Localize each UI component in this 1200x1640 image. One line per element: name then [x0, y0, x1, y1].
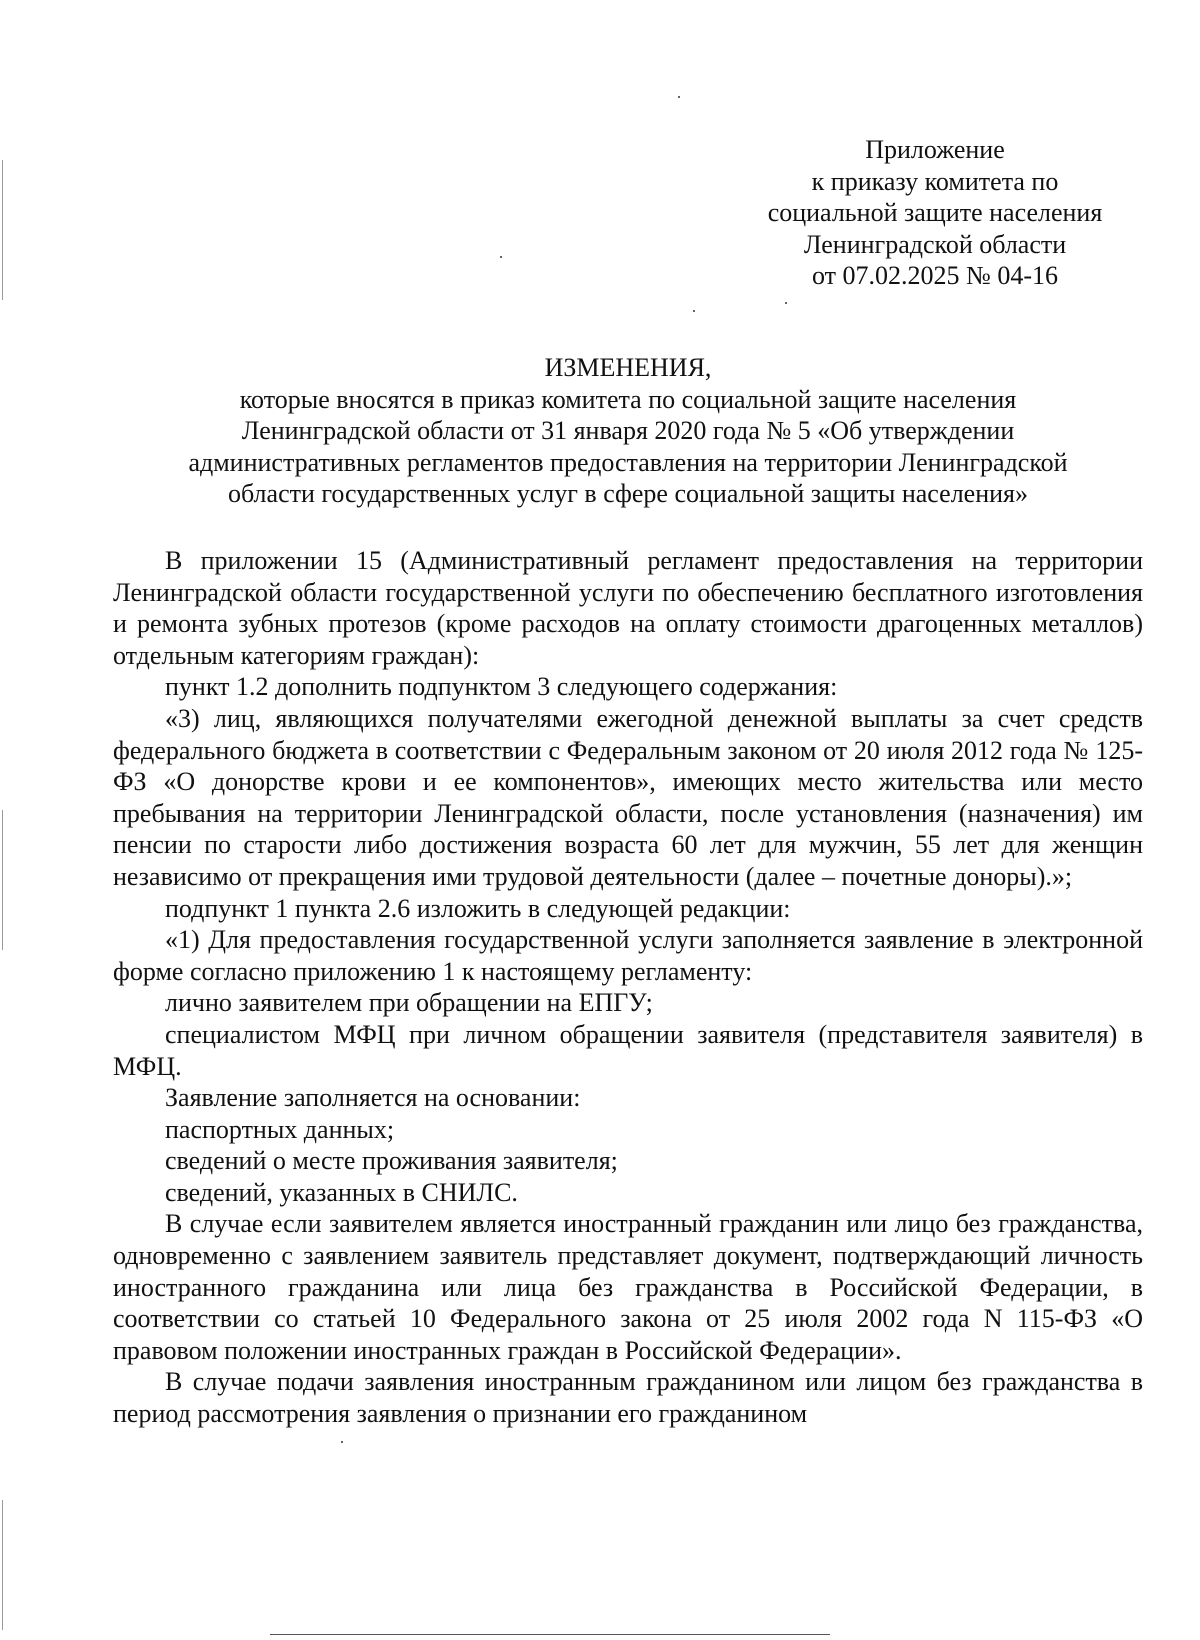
paragraph-snils: сведений, указанных в СНИЛС. [165, 1177, 518, 1207]
scan-speck [785, 302, 787, 304]
paragraph-subitem-3: «3) лиц, являющихся получателями ежегодной денежной выплаты за счет средств федерального бюджета в соответствии с Федеральным законом от 20 июля 2012 года № 125-ФЗ «О донорстве крови и ее компонентов», имеющих место жительства или место пребывания на территории Ленинградской области, после установления (назначения) им пенсии по старости либо достижения возраста 60 лет для мужчин, 55 лет для женщин независимо от прекращения ими трудовой деятельности (далее – почетные доноры).»; [113, 703, 1143, 891]
paragraph-residence: сведений о месте проживания заявителя; [165, 1146, 618, 1176]
heading-title: ИЗМЕНЕНИЯ, [544, 353, 712, 382]
heading-line-1: которые вносятся в приказ комитета по социальной защите населения [239, 384, 1017, 414]
annex-region: Ленинградской области [803, 229, 1067, 259]
document-heading [113, 352, 1143, 510]
paragraph-citizenship-application: В случае подачи заявления иностранным гражданином или лицом без гражданства в период рассмотрения заявления о признании его гражданином [113, 1367, 1143, 1429]
annex-order-ref: к приказу комитета по [811, 166, 1059, 196]
paragraph-epgu: лично заявителем при обращении на ЕПГУ; [165, 988, 653, 1018]
paragraph-basis: Заявление заполняется на основании: [165, 1083, 581, 1113]
annex-date-number: от 07.02.2025 № 04-16 [812, 261, 1058, 290]
scan-speck [500, 256, 502, 258]
annex-block [700, 134, 1170, 292]
paragraph-item-1-2: пункт 1.2 дополнить подпунктом 3 следующего содержания: [165, 672, 838, 702]
paragraph-subitem-1: «1) Для предоставления государственной услуги заполняется заявление в электронной форме согласно приложению 1 к настоящему регламенту: [113, 925, 1143, 986]
document-body [113, 545, 1143, 1430]
scan-edge-line [2, 1500, 3, 1630]
heading-line-4: области государственных услуг в сфере социальной защиты населения» [227, 479, 1029, 508]
paragraph-annex-15: В приложении 15 (Административный регламент предоставления на территории Ленинградской области государственной услуги по обеспечению бесплатного изготовления и ремонта зубных протезов (кроме расходов на оплату стоимости драгоценных металлов) отдельным категориям граждан): [113, 546, 1143, 670]
scan-speck [341, 1441, 343, 1443]
paragraph-passport: паспортных данных; [165, 1114, 395, 1144]
scan-edge-line [2, 160, 3, 300]
paragraph-subitem-2-6: подпункт 1 пункта 2.6 изложить в следующей редакции: [165, 893, 791, 923]
annex-title: Приложение [865, 135, 1005, 164]
scan-edge-line [270, 1634, 830, 1635]
annex-committee: социальной защите населения [767, 198, 1103, 227]
scan-speck [693, 310, 695, 312]
heading-line-2: Ленинградской области от 31 января 2020 года № 5 «Об утверждении [241, 416, 1015, 445]
paragraph-mfc: специалистом МФЦ при личном обращении заявителя (представителя заявителя) в МФЦ. [113, 1019, 1143, 1081]
paragraph-foreign-citizen: В случае если заявителем является иностранный гражданин или лицо без гражданства, одновременно с заявлением заявитель представляет документ, подтверждающий личность иностранного гражданина или лица без гражданства в Российской Федерации, в соответствии со статьей 10 Федерального закона от 25 июля 2002 года N 115-ФЗ «О правовом положении иностранных граждан в Российской Федерации». [113, 1209, 1143, 1365]
scan-edge-line [2, 810, 3, 950]
scan-speck [678, 96, 680, 98]
heading-line-3: административных регламентов предоставления на территории Ленинградской [188, 447, 1068, 477]
